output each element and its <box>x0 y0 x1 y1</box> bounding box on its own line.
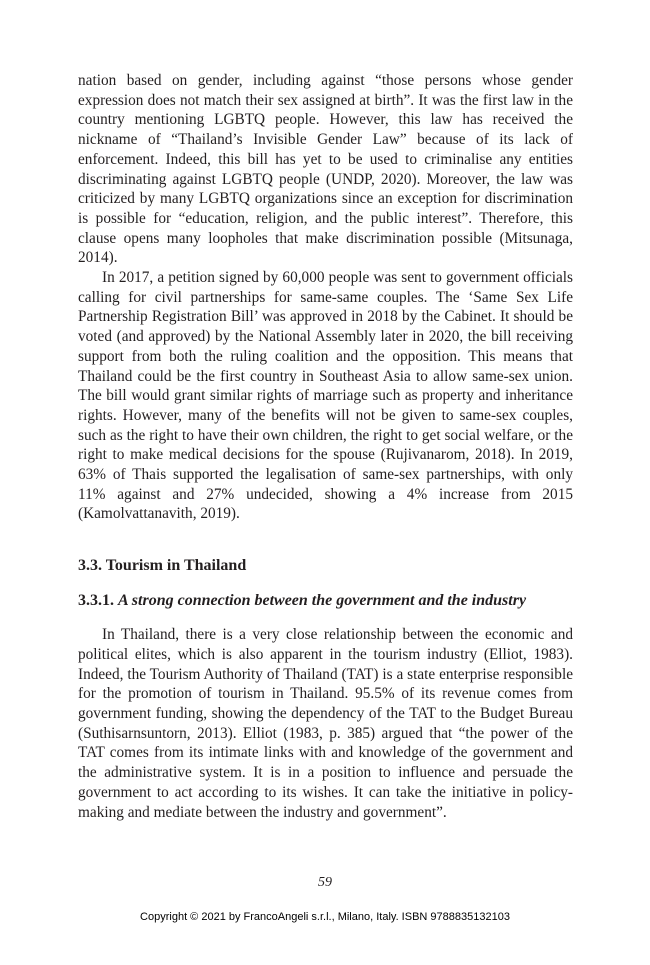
body-paragraph-3: In Thailand, there is a very close relationship between the economic and political elites, which is also apparent in the tourism industry (Elliot, 1983). Indeed, the Tourism Authority of Thailand (TAT) is a state enterprise responsible for the promotion of tourism in Thailand. 95.5% of its revenue comes from government funding, showing the dependency of the TAT to the Budget Bureau (Suthisarnsuntorn, 2013). Elliot (1983, p. 385) argued that “the power of the TAT comes from its intimate links with and knowledge of the government and the administrative system. It is in a position to influence and persuade the government to act according to its wishes. It can take the initiative in policy-making and mediate between the industry and government”. <box>78 626 573 821</box>
subsection-title: A strong connection between the government and the industry <box>118 592 527 610</box>
body-paragraph-1: nation based on gender, including against “those persons whose gender expression does not match their sex assigned at birth”. It was the first law in the country mentioning LGBTQ people. However, this law has received the nickname of “Thailand’s Invisible Gender Law” because of its lack of enforcement. Indeed, this bill has yet to be used to criminalise any entities discriminating against LGBTQ people (UNDP, 2020). Moreover, the law was criticized by many LGBTQ organizations since an exception for discrimination is possible for “education, religion, and the public interest”. Therefore, this clause opens many loopholes that make discrimination possible (Mitsunaga, 2014). <box>78 72 573 267</box>
page-number: 59 <box>318 875 332 890</box>
subsection-number: 3.3.1. <box>78 592 114 610</box>
subsection-heading <box>78 591 573 611</box>
page-body <box>78 71 573 822</box>
copyright-notice: Copyright © 2021 by FrancoAngeli s.r.l., Milano, Italy. ISBN 9788835132103 <box>140 911 510 923</box>
section-heading: 3.3. Tourism in Thailand <box>78 557 247 575</box>
body-paragraph-2: In 2017, a petition signed by 60,000 people was sent to government officials calling for civil partnerships for same-same couples. The ‘Same Sex Life Partnership Registration Bill’ was approved in 2018 by the Cabinet. It should be voted (and approved) by the National Assembly later in 2020, the bill receiving support from both the ruling coalition and the opposition. This means that Thailand could be the first country in Southeast Asia to allow same-sex union. The bill would grant similar rights of marriage such as property and inheritance rights. However, many of the benefits will not be given to same-sex couples, such as the right to have their own children, the right to get social welfare, or the right to make medical decisions for the spouse (Rujivanarom, 2018). In 2019, 63% of Thais supported the legalisation of same-sex partnerships, with only 11% against and 27% undecided, showing a 4% increase from 2015 (Kamolvattanavith, 2019). <box>78 269 573 523</box>
